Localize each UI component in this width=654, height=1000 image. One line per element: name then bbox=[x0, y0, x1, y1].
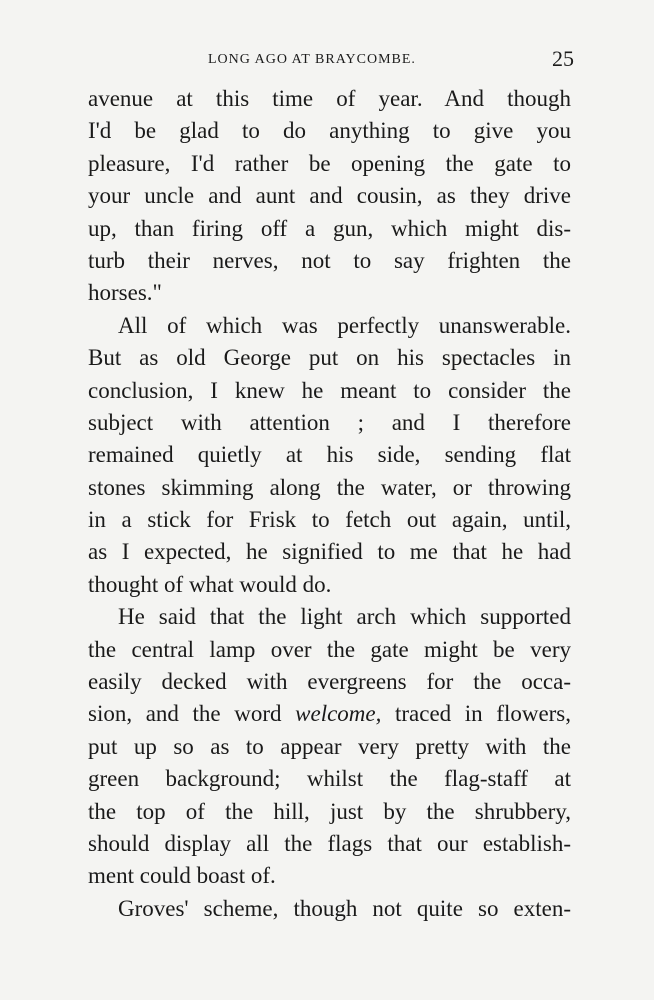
text-line: easily decked with evergreens for the occa- bbox=[88, 669, 571, 695]
text-line: your uncle and aunt and cousin, as they drive bbox=[88, 183, 571, 209]
text-line: the top of the hill, just by the shrubbery, bbox=[88, 798, 571, 824]
text-line: I'd be glad to do anything to give you bbox=[88, 118, 571, 144]
paragraph bbox=[88, 601, 571, 893]
text-line: green background; whilst the flag-staff at bbox=[88, 766, 571, 792]
text-line: ment could boast of. bbox=[88, 863, 276, 889]
text-line: put up so as to appear very pretty with the bbox=[88, 733, 571, 759]
text-line: All of which was perfectly unanswerable. bbox=[118, 312, 571, 338]
text-line: horses." bbox=[88, 280, 162, 306]
italic-word: welcome, bbox=[295, 701, 382, 727]
text-line: up, than firing off a gun, which might dis- bbox=[88, 215, 571, 241]
paragraph bbox=[88, 310, 571, 602]
text-line-with-italic bbox=[88, 698, 571, 730]
text-line: should display all the flags that our establish- bbox=[88, 830, 571, 856]
page-header bbox=[88, 46, 574, 76]
text-segment: traced in flowers, bbox=[394, 701, 572, 727]
text-line: Groves' scheme, though not quite so exten- bbox=[118, 895, 571, 921]
text-line: avenue at this time of year. And though bbox=[88, 86, 571, 111]
paragraph bbox=[88, 83, 571, 310]
paragraph bbox=[88, 893, 571, 925]
text-line: conclusion, I knew he meant to consider the bbox=[88, 377, 571, 403]
text-line: in a stick for Frisk to fetch out again, until, bbox=[88, 507, 571, 533]
text-line: turb their nerves, not to say frighten the bbox=[88, 247, 571, 273]
text-line: thought of what would do. bbox=[88, 571, 332, 597]
text-line: He said that the light arch which supported bbox=[118, 604, 571, 630]
text-line: pleasure, I'd rather be opening the gate to bbox=[88, 150, 571, 176]
text-line: subject with attention ; and I therefore bbox=[88, 409, 571, 435]
text-line: remained quietly at his side, sending flat bbox=[88, 442, 571, 468]
text-line: stones skimming along the water, or throwing bbox=[88, 474, 571, 500]
text-segment: sion, and the word bbox=[88, 701, 282, 727]
text-line: as I expected, he signified to me that he had bbox=[88, 539, 571, 565]
body-text bbox=[88, 83, 571, 925]
text-line: But as old George put on his spectacles in bbox=[88, 345, 571, 371]
running-head: LONG AGO AT BRAYCOMBE. bbox=[208, 52, 416, 67]
page-number: 25 bbox=[552, 46, 574, 71]
text-line: the central lamp over the gate might be very bbox=[88, 636, 571, 662]
